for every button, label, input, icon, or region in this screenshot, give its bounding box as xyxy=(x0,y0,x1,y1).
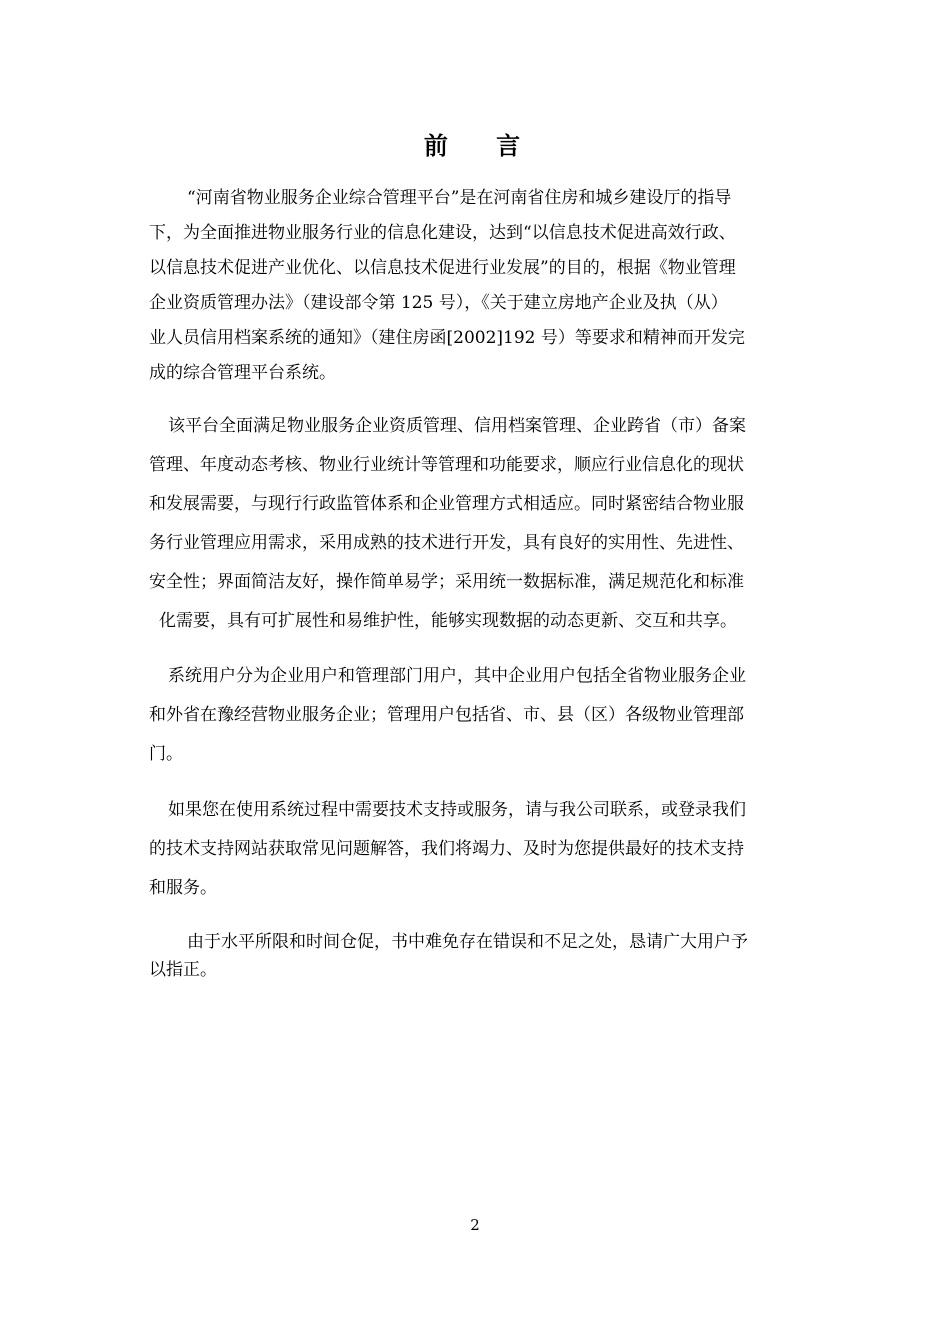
paragraph-line: 管理、年度动态考核、物业行业统计等管理和功能要求，顺应行业信息化的现状 xyxy=(149,455,744,475)
paragraph-line: 以指正。 xyxy=(149,960,217,980)
paragraph-line: 安全性；界面简洁友好，操作简单易学；采用统一数据标准，满足规范化和标准 xyxy=(149,572,744,592)
paragraph-line: 化需要，具有可扩展性和易维护性，能够实现数据的动态更新、交互和共享。 xyxy=(159,611,737,631)
paragraph-line: “河南省物业服务企业综合管理平台”是在河南省住房和城乡建设厅的指导 xyxy=(187,188,732,208)
paragraph-line: 以信息技术促进产业优化、以信息技术促进行业发展”的目的，根据《物业管理 xyxy=(149,258,736,278)
paragraph-line: 和外省在豫经营物业服务企业；管理用户包括省、市、县（区）各级物业管理部 xyxy=(149,705,744,725)
paragraph-line: 下，为全面推进物业服务行业的信息化建设，达到“以信息技术促进高效行政、 xyxy=(149,223,736,243)
paragraph-line: 和发展需要，与现行行政监管体系和企业管理方式相适应。同时紧密结合物业服 xyxy=(149,494,744,514)
paragraph-line: 业人员信用档案系统的通知》（建住房函[2002]192 号）等要求和精神而开发完 xyxy=(149,328,745,348)
paragraph-line: 务行业管理应用需求，采用成熟的技术进行开发，具有良好的实用性、先进性、 xyxy=(149,533,744,553)
paragraph-line: 如果您在使用系统过程中需要技术支持或服务，请与我公司联系，或登录我们 xyxy=(168,800,746,820)
paragraph-line: 由于水平所限和时间仓促，书中难免存在错误和不足之处，恳请广大用户予 xyxy=(187,932,748,952)
paragraph-line: 的技术支持网站获取常见问题解答，我们将竭力、及时为您提供最好的技术支持 xyxy=(149,839,744,859)
paragraph-line: 门。 xyxy=(149,744,183,764)
page-title: 前 言 xyxy=(423,131,541,160)
page-number: 2 xyxy=(470,1216,480,1234)
paragraph-line: 该平台全面满足物业服务企业资质管理、信用档案管理、企业跨省（市）备案 xyxy=(168,416,746,436)
paragraph-line: 系统用户分为企业用户和管理部门用户，其中企业用户包括全省物业服务企业 xyxy=(168,666,746,686)
paragraph-line: 成的综合管理平台系统。 xyxy=(149,363,336,383)
paragraph-line: 企业资质管理办法》（建设部令第 125 号），《关于建立房地产企业及执（从） xyxy=(149,293,728,313)
paragraph-line: 和服务。 xyxy=(149,878,217,898)
